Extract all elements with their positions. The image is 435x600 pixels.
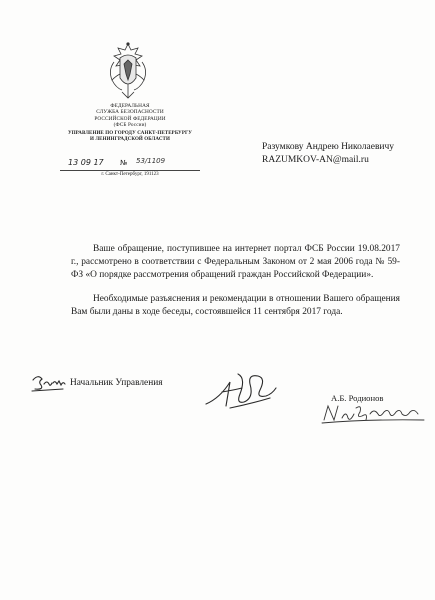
executor-handwritten-mark xyxy=(320,400,428,426)
department-line-1: УПРАВЛЕНИЕ ПО ГОРОДУ САНКТ-ПЕТЕРБУРГУ xyxy=(67,131,193,137)
zam-handwritten-mark xyxy=(30,372,70,394)
registration-date: 13 09 17 xyxy=(68,158,104,167)
city-address: г. Санкт-Петербург, 191123 xyxy=(101,172,159,177)
recipient-name: Разумкову Андрею Николаевичу xyxy=(262,142,395,152)
body-paragraph-2: Необходимые разъяснения и рекомендации в отношении Вашего обращения Вам были даны в ходе беседы, состоявшейся 11 сентября 2017 года. xyxy=(71,293,400,317)
org-line-2: СЛУЖБА БЕЗОПАСНОСТИ xyxy=(96,109,164,116)
body-paragraph-1: Ваше обращение, поступившее на интернет портал ФСБ России 19.08.2017 г., рассмотрено в соответствии с Федеральным Законом от 2 мая 2006 года № 59-ФЗ «О порядке рассмотрения обращений граждан Российской Федерации». xyxy=(71,244,400,281)
fsb-emblem-icon xyxy=(102,40,154,102)
signatory-title: Начальник Управления xyxy=(70,378,163,388)
registration-number: 53/1109 xyxy=(136,157,166,165)
recipient-block xyxy=(262,141,394,166)
org-line-4: (ФСБ России) xyxy=(113,121,147,128)
org-header xyxy=(50,103,210,143)
registration-line xyxy=(60,156,200,171)
letter-body xyxy=(71,243,400,329)
signatory-name: А.Б. Родионов xyxy=(331,393,384,403)
department-line-2: И ЛЕНИНГРАДСКОЙ ОБЛАСТИ xyxy=(90,137,170,143)
handwritten-signature xyxy=(200,368,280,412)
registration-number-label: № xyxy=(120,159,128,167)
org-line-1: ФЕДЕРАЛЬНАЯ xyxy=(110,103,150,109)
recipient-email: RAZUMKOV-AN@mail.ru xyxy=(262,154,369,165)
org-line-3: РОССИЙСКОЙ ФЕДЕРАЦИИ xyxy=(94,115,166,122)
